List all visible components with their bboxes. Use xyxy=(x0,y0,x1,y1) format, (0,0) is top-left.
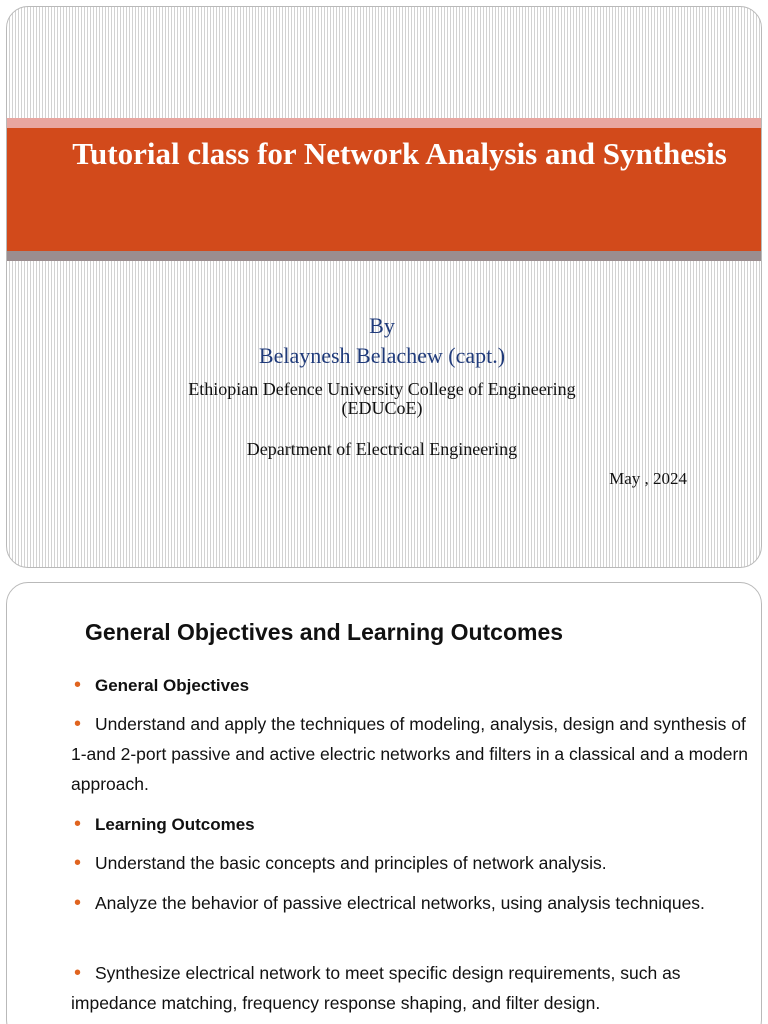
list-item-text: Understand the basic concepts and principles of network analysis. xyxy=(95,853,607,873)
bullet-icon: • xyxy=(74,813,82,835)
bullet-icon: • xyxy=(74,674,82,696)
institution-line-1: Ethiopian Defence University College of Engineering xyxy=(188,379,576,399)
department: Department of Electrical Engineering xyxy=(246,439,518,459)
list-item xyxy=(71,848,751,878)
objectives-slide xyxy=(6,582,762,1024)
institution xyxy=(7,380,757,418)
bullet-icon: • xyxy=(74,892,82,914)
by-label: By xyxy=(369,313,395,338)
bullet-icon: • xyxy=(74,962,82,984)
list-item xyxy=(71,958,751,1018)
list-item-learning-outcomes xyxy=(71,809,751,840)
title-band-top xyxy=(7,118,761,128)
list-item-text: Analyze the behavior of passive electrical networks, using analysis techniques. xyxy=(95,893,705,913)
date: May , 2024 xyxy=(609,469,687,488)
title-band-bottom xyxy=(7,251,761,261)
list-item-general-objectives xyxy=(71,670,751,701)
bullet-icon: • xyxy=(74,852,82,874)
bullet-icon: • xyxy=(74,713,82,735)
list-item-text: General Objectives xyxy=(95,676,250,695)
list-item-text: Learning Outcomes xyxy=(95,815,255,834)
institution-line-2: (EDUCoE) xyxy=(341,398,423,418)
list-item-text: Understand and apply the techniques of modeling, analysis, design and synthesis of 1-and 2-port passive and active electric networks and filters in a classical and a modern approach. xyxy=(71,714,749,794)
list-item xyxy=(71,709,751,799)
objectives-title: General Objectives and Learning Outcomes xyxy=(85,619,564,645)
list-item xyxy=(71,888,751,918)
author-name: Belaynesh Belachew (capt.) xyxy=(258,343,506,368)
slide-title: Tutorial class for Network Analysis and Synthesis xyxy=(72,136,727,171)
list-item-text: Synthesize electrical network to meet specific design requirements, such as impedance matching, frequency response shaping, and filter design. xyxy=(71,963,681,1013)
title-slide xyxy=(6,6,762,568)
